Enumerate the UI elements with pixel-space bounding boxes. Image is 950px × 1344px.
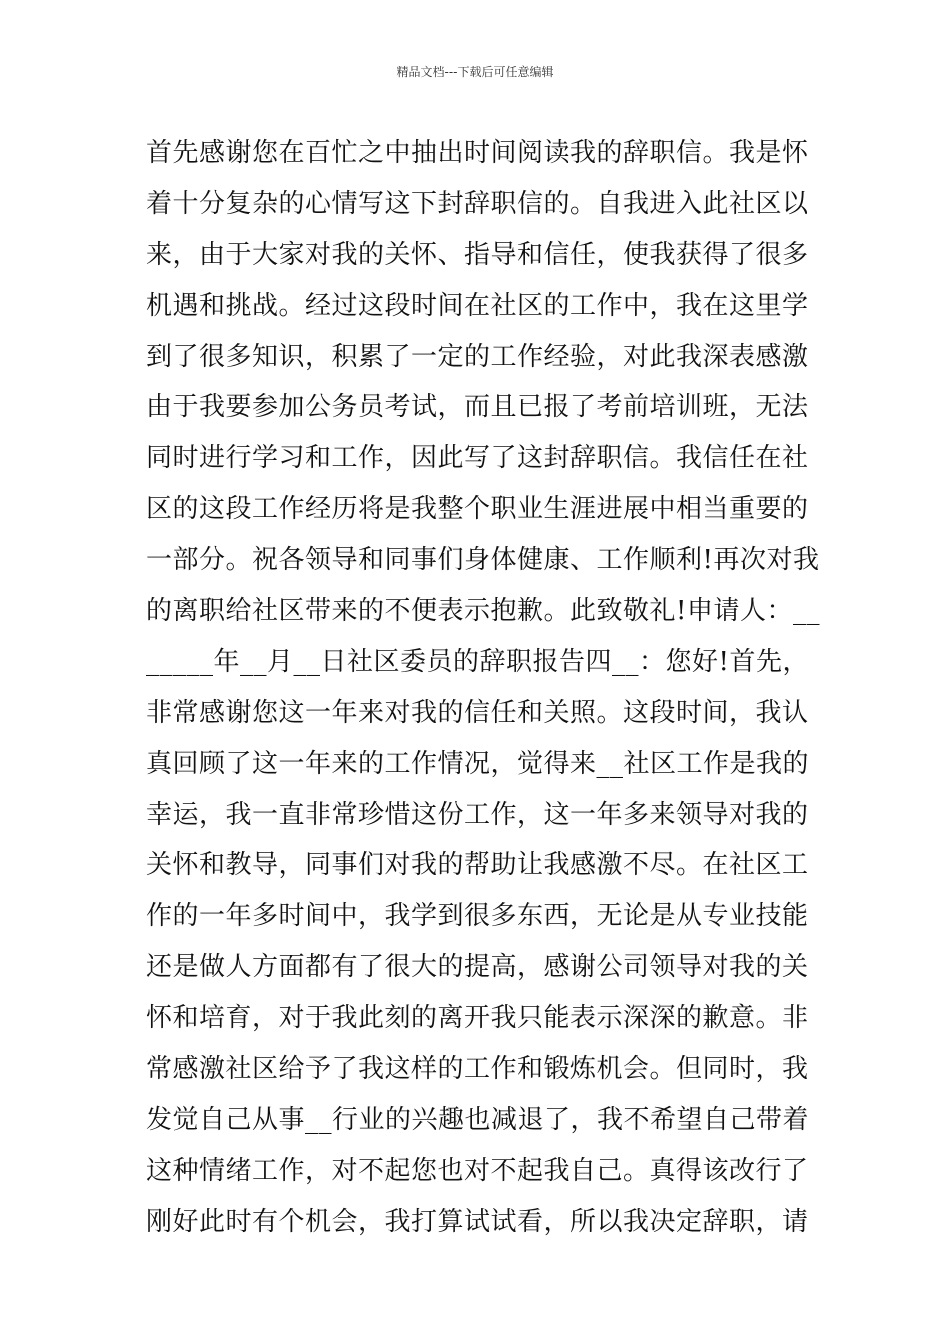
text-line: _____年__月__日社区委员的辞职报告四__：您好!首先， <box>146 646 809 677</box>
text-line: 来，由于大家对我的关怀、指导和信任，使我获得了很多 <box>146 239 809 270</box>
text-line: 一部分。祝各领导和同事们身体健康、工作顺利!再次对我 <box>146 545 820 576</box>
text-line: 首先感谢您在百忙之中抽出时间阅读我的辞职信。我是怀 <box>146 138 809 168</box>
text-line: 的离职给社区带来的不便表示抱歉。此致敬礼!申请人：__ <box>146 596 820 627</box>
page-header: 精品文档---下载后可任意编辑 <box>396 65 554 79</box>
text-line: 非常感谢您这一年来对我的信任和关照。这段时间，我认 <box>146 697 809 728</box>
text-line: 幸运，我一直非常珍惜这份工作，这一年多来领导对我的 <box>146 799 809 830</box>
text-line: 机遇和挑战。经过这段时间在社区的工作中，我在这里学 <box>146 290 809 321</box>
text-line: 刚好此时有个机会，我打算试试看，所以我决定辞职，请 <box>146 1206 809 1237</box>
text-line: 还是做人方面都有了很大的提高，感谢公司领导对我的关 <box>146 952 809 983</box>
text-line: 发觉自己从事__行业的兴趣也减退了，我不希望自己带着 <box>146 1104 810 1135</box>
text-line: 到了很多知识，积累了一定的工作经验，对此我深表感激 <box>146 341 809 372</box>
text-line: 同时进行学习和工作，因此写了这封辞职信。我信任在社 <box>146 443 809 474</box>
document-body <box>146 128 826 1248</box>
text-line: 区的这段工作经历将是我整个职业生涯进展中相当重要的 <box>146 494 809 525</box>
text-line: 关怀和教导，同事们对我的帮助让我感激不尽。在社区工 <box>146 850 809 881</box>
text-line: 常感激社区给予了我这样的工作和锻炼机会。但同时，我 <box>146 1054 809 1085</box>
text-line: 这种情绪工作，对不起您也对不起我自己。真得该改行了 <box>146 1155 809 1186</box>
text-line: 着十分复杂的心情写这下封辞职信的。自我进入此社区以 <box>146 188 809 219</box>
text-line: 真回顾了这一年来的工作情况，觉得来__社区工作是我的 <box>146 748 810 779</box>
text-line: 由于我要参加公务员考试，而且已报了考前培训班，无法 <box>146 392 809 423</box>
text-line: 怀和培育，对于我此刻的离开我只能表示深深的歉意。非 <box>146 1003 809 1034</box>
text-line: 作的一年多时间中，我学到很多东西，无论是从专业技能 <box>146 901 809 932</box>
